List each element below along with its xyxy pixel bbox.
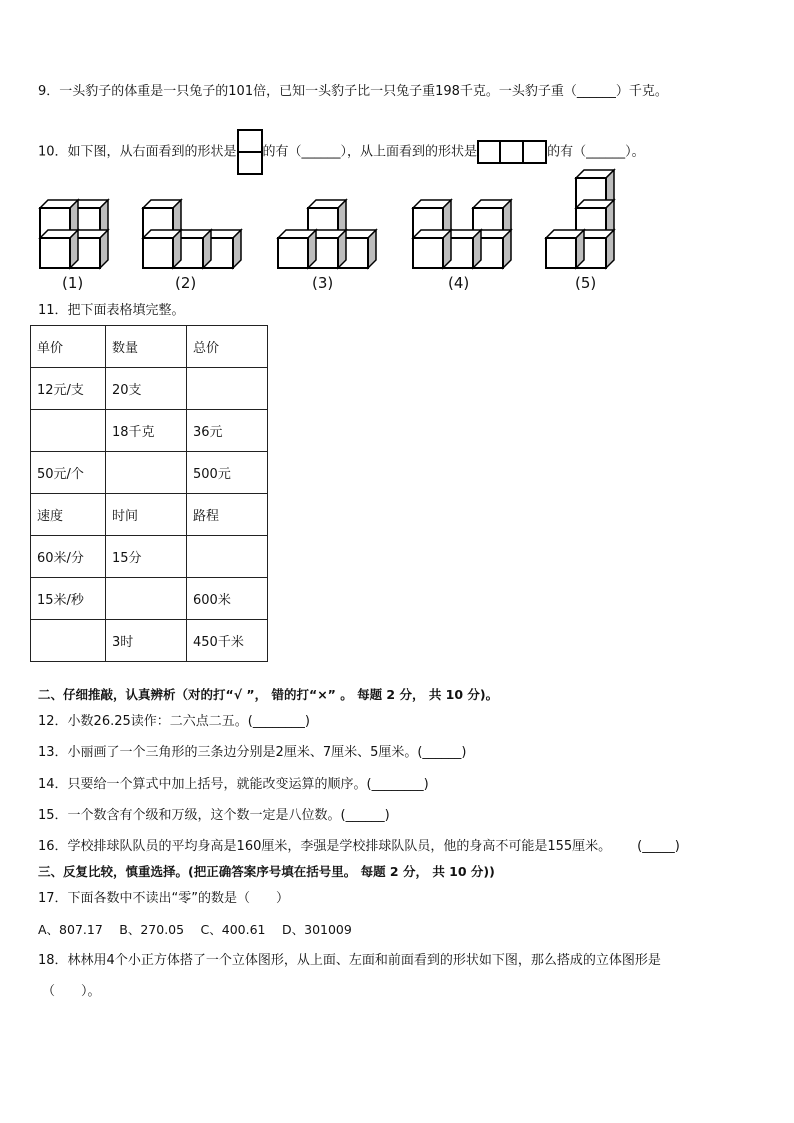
q16-text: 16．学校排球队队员的平均身高是160厘米，李强是学校排球队队员，他的身高不可能是155厘米。 (38, 839, 612, 854)
figure-5 (546, 170, 614, 268)
table-cell: 60米/分 (31, 536, 106, 578)
question-13: 13．小丽画了一个三角形的三条边分别是2厘米、7厘米、5厘米。(______) (38, 745, 467, 760)
table-cell: 18千克 (106, 410, 187, 452)
figure-label-5: (5) (575, 274, 597, 292)
table-cell: 20支 (106, 368, 187, 410)
table-cell: 速度 (31, 494, 106, 536)
question-11-title: 11．把下面表格填完整。 (38, 303, 185, 318)
figure-2 (143, 200, 241, 268)
question-9: 9．一头豹子的体重是一只兔子的101倍，已知一头豹子比一只兔子重198千克。一头豹子重（______）千克。 (38, 84, 668, 99)
table-cell: 时间 (106, 494, 187, 536)
table-cell: 50元/个 (31, 452, 106, 494)
table-row (31, 620, 268, 662)
figure-label-1: (1) (62, 274, 84, 292)
table-cell: 450千米 (187, 620, 268, 662)
figure-label-3: (3) (312, 274, 334, 292)
section-2-heading: 二、仔细推敲，认真辨析（对的打“√ ”， 错的打“×” 。 每题 2 分， 共 10 分)。 (38, 687, 499, 702)
question-12: 12．小数26.25读作：二六点二五。(________) (38, 714, 310, 729)
table-cell[interactable] (187, 368, 268, 410)
question-14: 14．只要给一个算式中加上括号，就能改变运算的顺序。(________) (38, 777, 429, 792)
question-17-options: A、807.17 B、270.05 C、400.61 D、301009 (38, 922, 352, 937)
table-row (31, 452, 268, 494)
question-16 (38, 838, 680, 856)
table-cell: 500元 (187, 452, 268, 494)
question-18: 18．林林用4个小正方体搭了一个立体图形，从上面、左面和前面看到的形状如下图，那么搭成的立体图形是 (38, 953, 661, 968)
table-cell[interactable] (187, 536, 268, 578)
table-cell: 路程 (187, 494, 268, 536)
table-row (31, 368, 268, 410)
table-cell[interactable] (106, 578, 187, 620)
table-cell: 总价 (187, 326, 268, 368)
table-cell: 单价 (31, 326, 106, 368)
cube-figures (30, 168, 630, 307)
figure-label-4: (4) (448, 274, 470, 292)
question-18-blank[interactable]: （ ）。 (42, 984, 101, 999)
q10-part1: 10．如下图，从右面看到的形状是 (38, 144, 237, 160)
table-row (31, 410, 268, 452)
table-row (31, 494, 268, 536)
fill-in-table (30, 325, 268, 662)
table-row (31, 326, 268, 368)
table-row (31, 536, 268, 578)
figure-3 (278, 200, 376, 268)
table-row (31, 578, 268, 620)
table-cell: 3时 (106, 620, 187, 662)
figure-1 (40, 200, 108, 268)
q10-part3: 的有（______）。 (547, 144, 645, 160)
q10-part2: 的有（______），从上面看到的形状是 (262, 144, 478, 160)
table-cell: 15米/秒 (31, 578, 106, 620)
question-17: 17．下面各数中不读出“零”的数是（ ） (38, 891, 290, 906)
figure-4 (413, 200, 511, 268)
figure-label-2: (2) (175, 274, 197, 292)
table-cell: 12元/支 (31, 368, 106, 410)
table-cell: 600米 (187, 578, 268, 620)
table-cell[interactable] (31, 410, 106, 452)
question-15: 15．一个数含有个级和万级，这个数一定是八位数。(______) (38, 808, 390, 823)
q16-blank[interactable]: (_____) (637, 839, 680, 854)
table-cell: 数量 (106, 326, 187, 368)
horizontal-three-square-shape (477, 140, 547, 164)
section-3-heading: 三、反复比较，慎重选择。(把正确答案序号填在括号里。 每题 2 分， 共 10 分)) (38, 864, 495, 879)
table-cell[interactable] (106, 452, 187, 494)
table-cell[interactable] (31, 620, 106, 662)
table-cell: 36元 (187, 410, 268, 452)
table-cell: 15分 (106, 536, 187, 578)
